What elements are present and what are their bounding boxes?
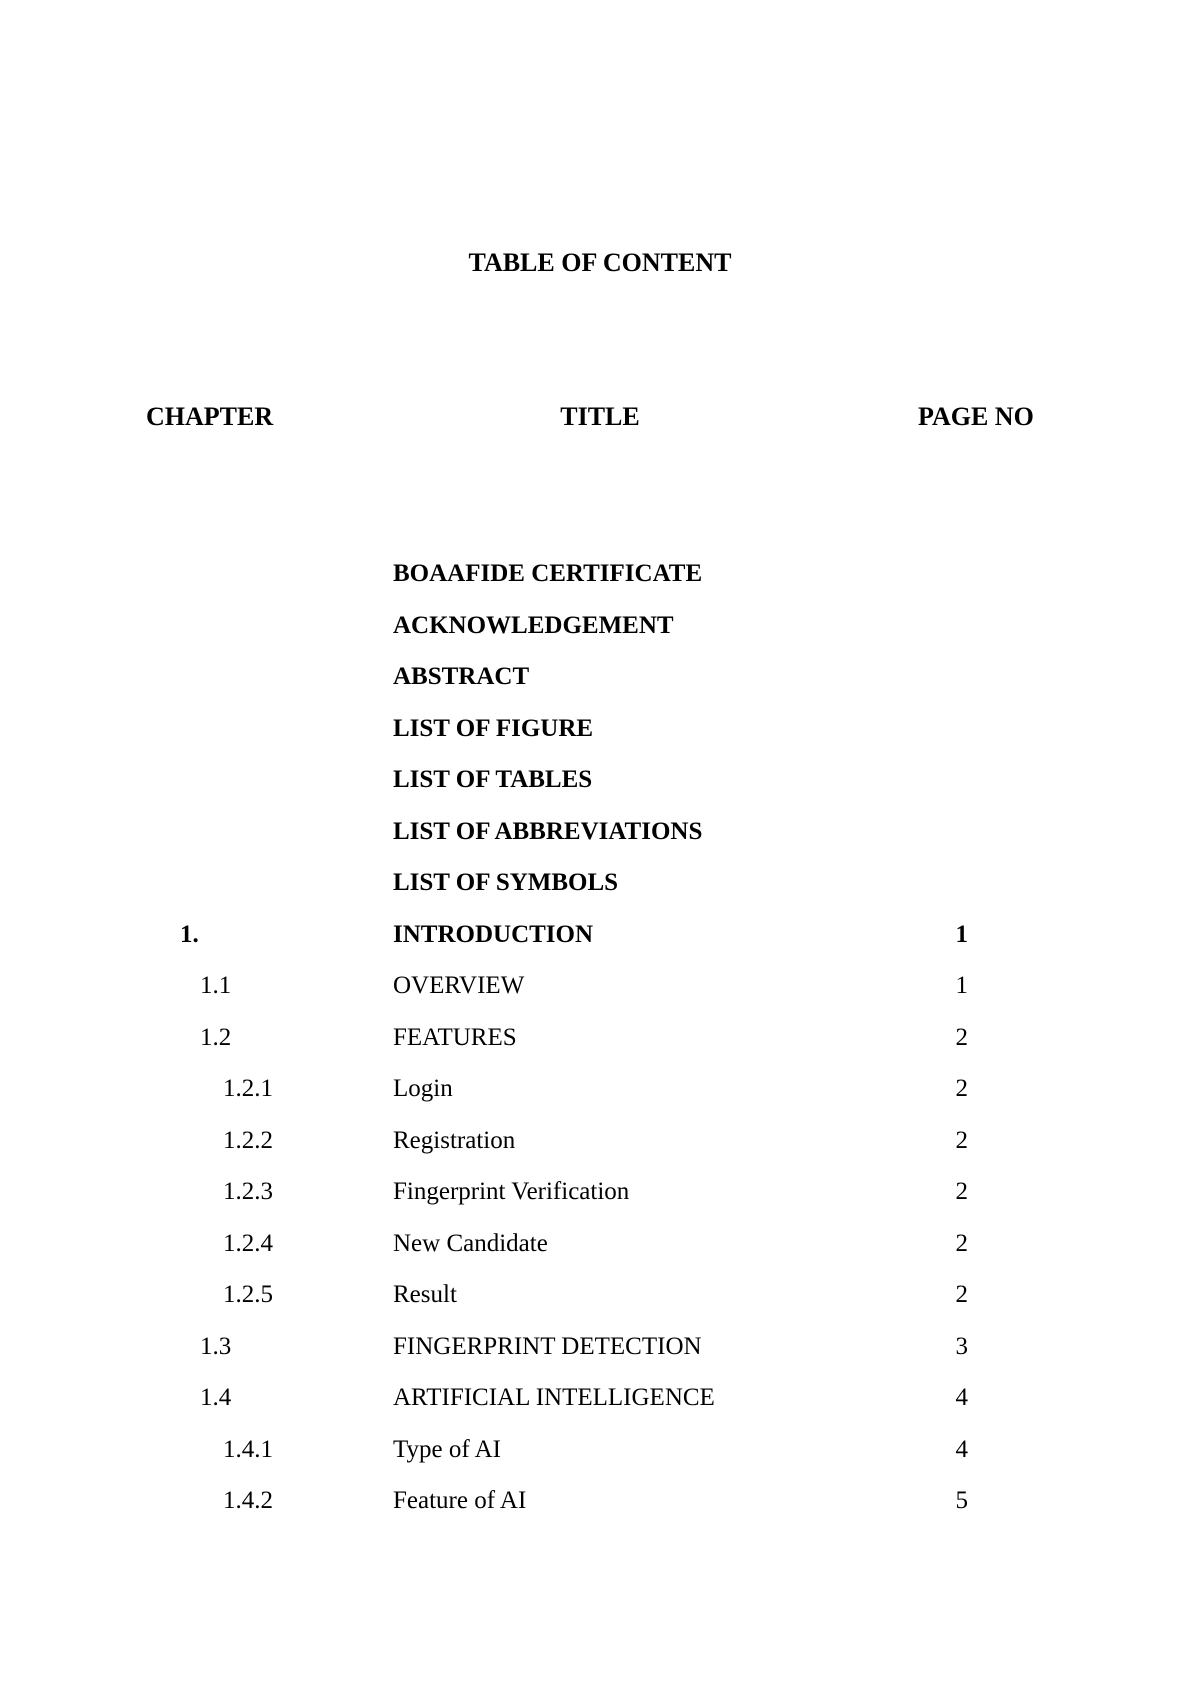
toc-entry-number: 1.2.2 (223, 1126, 273, 1154)
toc-front-matter-row (0, 611, 1200, 663)
toc-entry-row (0, 1383, 1200, 1435)
toc-entry-title: Fingerprint Verification (393, 1178, 630, 1205)
toc-entry-title: Registration (393, 1126, 516, 1154)
toc-entry-row (0, 1177, 1200, 1229)
toc-front-matter-row (0, 765, 1200, 817)
toc-front-matter-row (0, 662, 1200, 714)
toc-front-matter-row (0, 868, 1200, 920)
toc-entry-row (0, 971, 1200, 1023)
toc-entry-title: ARTIFICIAL INTELLIGENCE (393, 1384, 715, 1411)
toc-entry-number: 1.2 (200, 1023, 232, 1051)
toc-entry-page-number: 4 (955, 1435, 968, 1463)
toc-entry-row (0, 1332, 1200, 1384)
toc-entry-page-number: 2 (955, 1075, 968, 1102)
toc-entry-title: LIST OF ABBREVIATIONS (393, 817, 703, 845)
toc-entry-number: 1.4.1 (223, 1435, 273, 1463)
toc-entry-number: 1.4 (200, 1384, 232, 1411)
toc-entry-row (0, 920, 1200, 972)
page-title: TABLE OF CONTENT (468, 248, 732, 277)
toc-entry-title: Feature of AI (393, 1487, 527, 1514)
toc-front-matter-row (0, 559, 1200, 611)
toc-entry-page-number: 2 (955, 1126, 968, 1154)
toc-entry-page-number: 1 (955, 920, 968, 948)
toc-entry-title: FINGERPRINT DETECTION (393, 1332, 702, 1360)
toc-entry-title: Type of AI (393, 1435, 501, 1463)
toc-entry-number: 1.3 (200, 1332, 232, 1360)
toc-entry-title: BOAAFIDE CERTIFICATE (393, 560, 703, 587)
toc-entry-number: 1. (180, 920, 199, 948)
toc-list (0, 559, 1200, 1538)
toc-entry-page-number: 4 (955, 1384, 968, 1411)
toc-entry-title: INTRODUCTION (393, 920, 594, 948)
toc-entry-page-number: 5 (955, 1487, 968, 1514)
toc-entry-number: 1.2.5 (223, 1281, 273, 1308)
toc-entry-row (0, 1023, 1200, 1075)
toc-entry-row (0, 1435, 1200, 1487)
toc-entry-number: 1.2.3 (223, 1178, 273, 1205)
toc-entry-title: ACKNOWLEDGEMENT (393, 611, 674, 639)
toc-entry-page-number: 2 (955, 1023, 968, 1051)
column-header-title: TITLE (560, 402, 640, 431)
toc-entry-number: 1.4.2 (223, 1487, 273, 1514)
toc-entry-title: LIST OF TABLES (393, 766, 593, 793)
toc-entry-row (0, 1074, 1200, 1126)
column-header-chapter: CHAPTER (146, 402, 274, 431)
toc-entry-title: FEATURES (393, 1023, 517, 1051)
toc-entry-number: 1.2.4 (223, 1229, 273, 1257)
toc-front-matter-row (0, 714, 1200, 766)
toc-entry-title: LIST OF SYMBOLS (393, 869, 619, 896)
column-header-page-no: PAGE NO (918, 402, 1034, 431)
toc-entry-page-number: 2 (955, 1178, 968, 1205)
toc-entry-number: 1.2.1 (223, 1075, 273, 1102)
toc-entry-page-number: 2 (955, 1229, 968, 1257)
toc-front-matter-row (0, 817, 1200, 869)
toc-entry-title: ABSTRACT (393, 663, 530, 690)
toc-entry-page-number: 3 (955, 1332, 968, 1360)
toc-entry-number: 1.1 (200, 972, 232, 999)
toc-entry-title: Login (393, 1075, 453, 1102)
toc-entry-row (0, 1229, 1200, 1281)
toc-entry-title: OVERVIEW (393, 972, 525, 999)
toc-entry-row (0, 1280, 1200, 1332)
toc-entry-page-number: 2 (955, 1281, 968, 1308)
toc-entry-title: New Candidate (393, 1229, 548, 1257)
toc-entry-page-number: 1 (955, 972, 968, 999)
toc-entry-title: LIST OF FIGURE (393, 714, 594, 742)
toc-entry-row (0, 1486, 1200, 1538)
toc-entry-row (0, 1126, 1200, 1178)
toc-entry-title: Result (393, 1281, 457, 1308)
